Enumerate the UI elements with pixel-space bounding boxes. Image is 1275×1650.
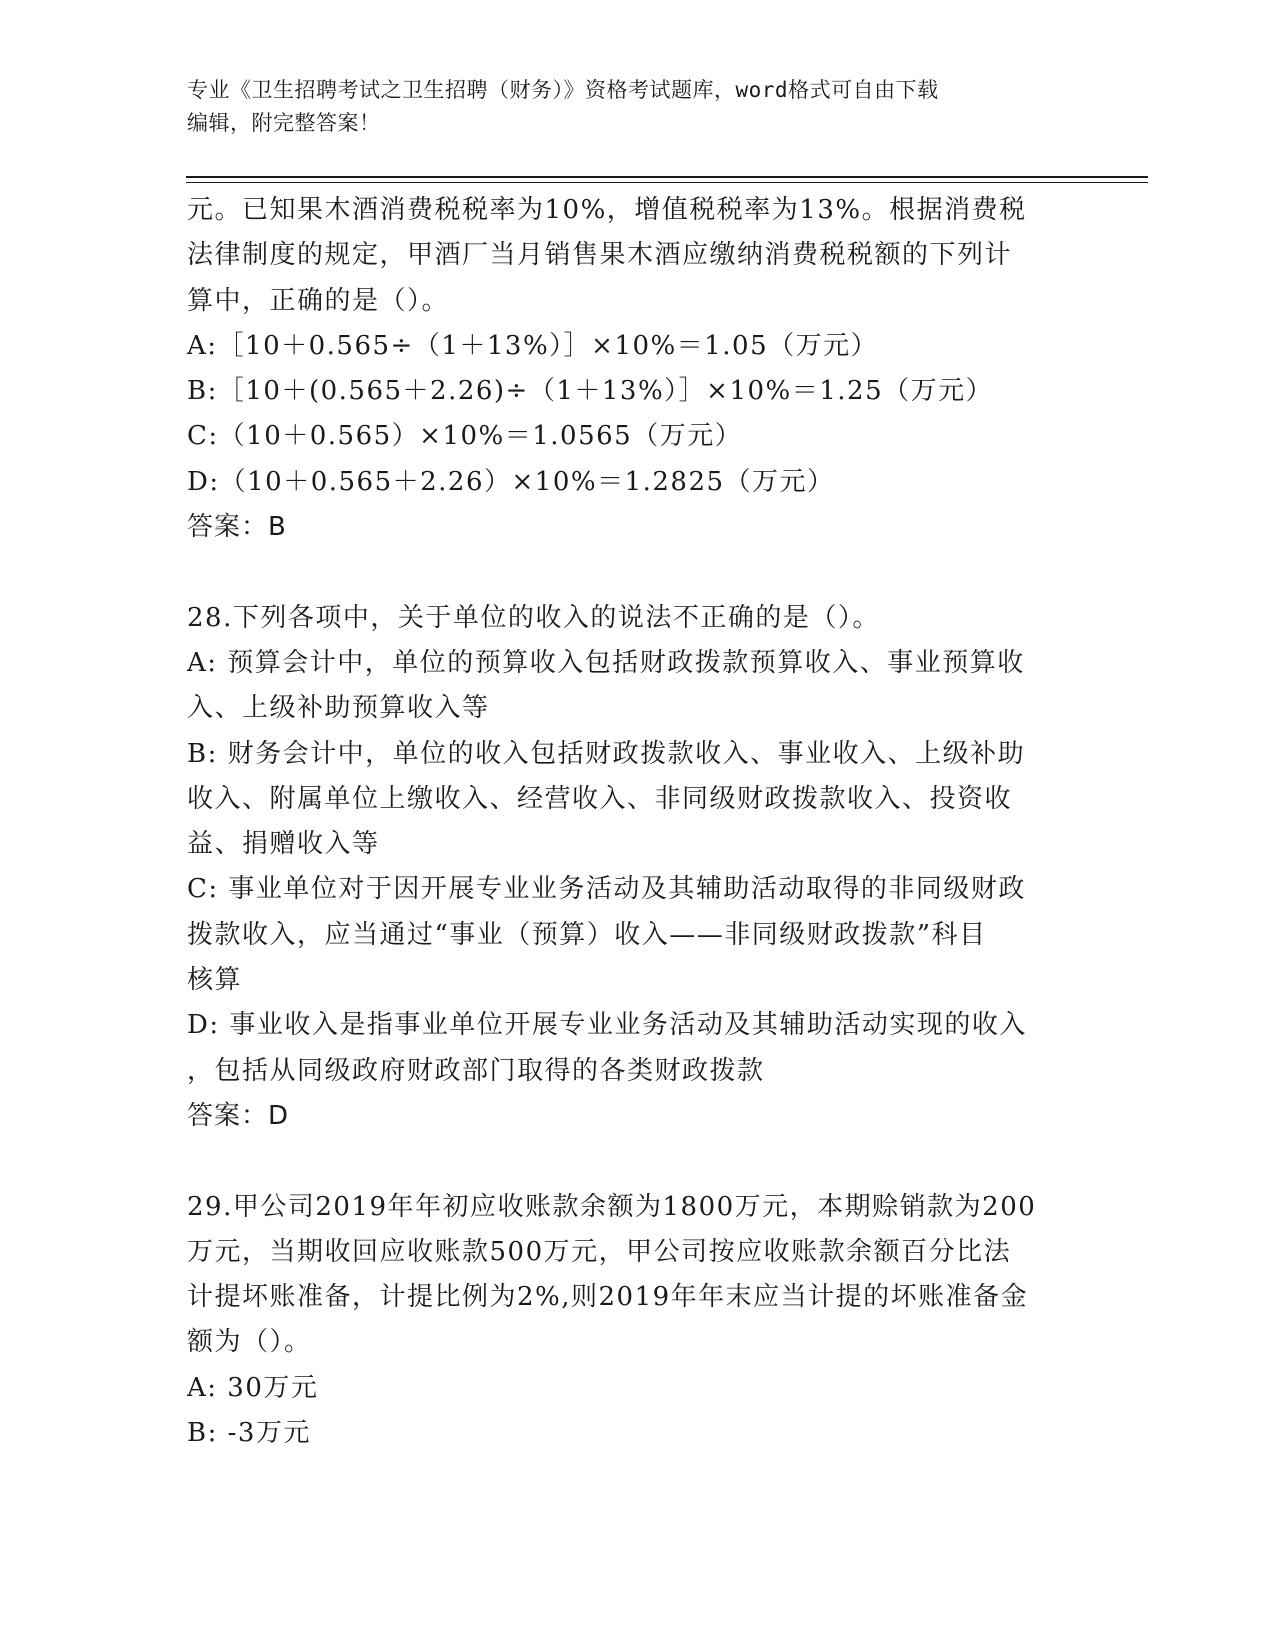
answer-label: 答案：D (187, 1100, 290, 1131)
question-stem: 29.甲公司2019年年初应收账款余额为1800万元，本期赊销款为200 (187, 1191, 1037, 1222)
question-stem-continued: 额为（）。 (187, 1327, 312, 1358)
question-stem-continued: 万元，当期收回应收账款500万元，甲公司按应收账款余额百分比法 (187, 1236, 1012, 1267)
question-29 (187, 1185, 1087, 1457)
question-text-line: 元。已知果木酒消费税税率为10%，增值税税率为13%。根据消费税 (187, 195, 1027, 225)
header-divider-thick (186, 176, 1148, 178)
option-d: D: 事业收入是指事业单位开展专业业务活动及其辅助活动实现的收入 (187, 1010, 1027, 1041)
option-d-continued: ，包括从同级政府财政部门取得的各类财政拨款 (187, 1055, 765, 1086)
option-a: A: 30万元 (187, 1372, 319, 1403)
question-text-line: 算中，正确的是（）。 (187, 285, 450, 316)
document-header (187, 74, 1087, 140)
option-c: C: 事业单位对于因开展专业业务活动及其辅助活动取得的非同级财政 (187, 874, 1026, 905)
question-27-continued (187, 188, 1087, 550)
option-b-continued: 益、捐赠收入等 (187, 829, 380, 860)
option-b-continued: 收入、附属单位上缴收入、经营收入、非同级财政拨款收入、投资收 (187, 783, 1013, 814)
option-c-continued: 核算 (187, 965, 243, 996)
option-b: B: -3万元 (187, 1418, 311, 1449)
option-a-continued: 入、上级补助预算收入等 (187, 693, 490, 724)
question-spacer (187, 550, 1087, 595)
document-body (187, 188, 1087, 1456)
question-stem-continued: 计提坏账准备，计提比例为2%,则2019年年末应当计提的坏账准备金 (187, 1282, 1029, 1313)
option-b: B: 财务会计中，单位的收入包括财政拨款收入、事业收入、上级补助 (187, 738, 1026, 769)
option-d: D:（10＋0.565＋2.26）×10%＝1.2825（万元） (187, 466, 835, 497)
answer-label: 答案：B (187, 512, 287, 543)
option-b: B:［10＋(0.565＋2.26)÷（1＋13%）］×10%＝1.25（万元） (187, 376, 994, 407)
header-line: 编辑，附完整答案！ (187, 111, 381, 135)
option-c-continued: 拨款收入，应当通过“事业（预算）收入——非同级财政拨款”科目 (187, 919, 987, 950)
option-c: C:（10＋0.565）×10%＝1.0565（万元） (187, 421, 743, 452)
option-a: A:［10＋0.565÷（1＋13%）］×10%＝1.05（万元） (187, 330, 879, 361)
header-line: 专业《卫生招聘考试之卫生招聘（财务）》资格考试题库，word格式可自由下载 (187, 78, 939, 102)
question-28 (187, 596, 1087, 1140)
question-text-line: 法律制度的规定，甲酒厂当月销售果木酒应缴纳消费税税额的下列计 (187, 240, 1013, 271)
question-spacer (187, 1139, 1087, 1184)
option-a: A: 预算会计中，单位的预算收入包括财政拨款预算收入、事业预算收 (187, 647, 1025, 678)
question-stem: 28.下列各项中，关于单位的收入的说法不正确的是（）。 (187, 602, 880, 633)
header-divider-thin (186, 182, 1148, 183)
